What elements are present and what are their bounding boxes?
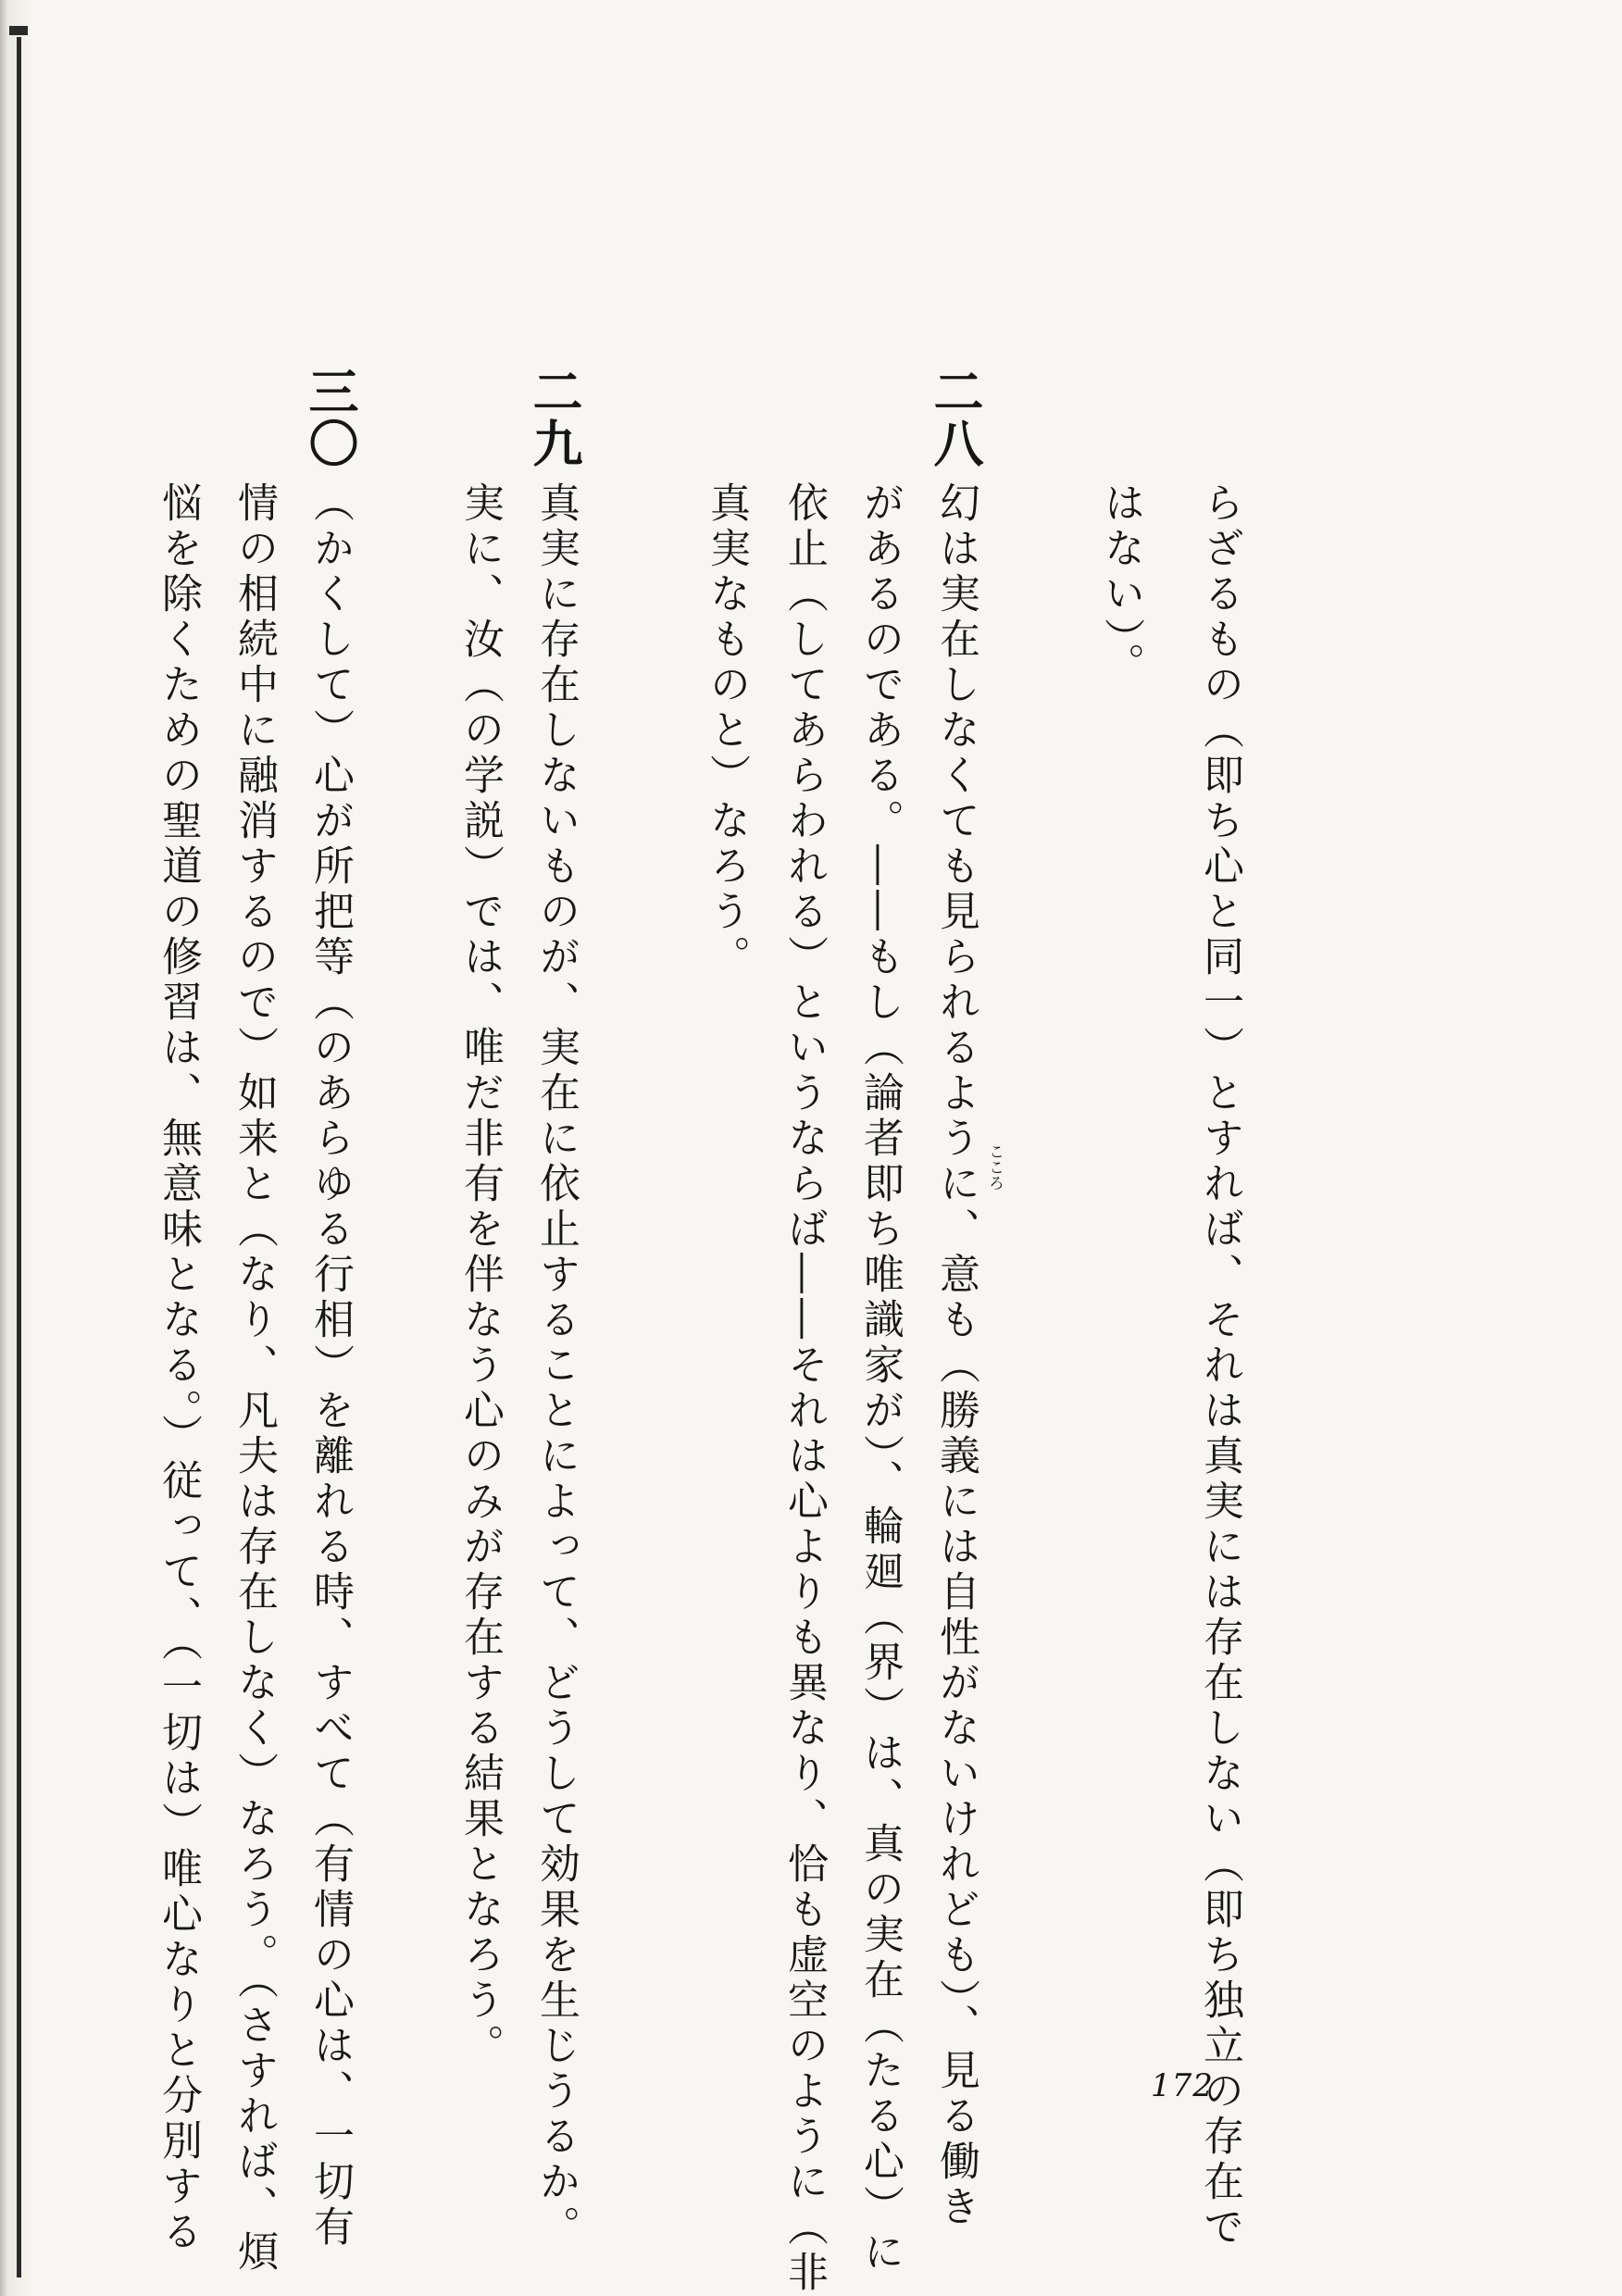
ruby-annotation: こころ: [985, 1143, 1004, 1191]
binding-line: [17, 37, 21, 2277]
text-column-9: （かくして）心が所把等（のあらゆる行相）を離れる時、すべて（有情の心は、一切有: [306, 481, 354, 2251]
verse-number-29: 二九: [525, 366, 584, 469]
page-binding-edge: [0, 0, 31, 2296]
text-column-11: 悩を除くための聖道の修習は、無意味となる。）従って、（一切は）唯心なりと分別する: [155, 481, 202, 2255]
text-column-8: 実に、汝（の学説）では、唯だ非有を伴なう心のみが存在する結果となろう。: [456, 481, 504, 2069]
text-column-4: があるのである。――もし（論者即ち唯識家が）、輪廻（界）は、真の実在（たる心）に: [856, 481, 904, 2276]
text-column-1: らざるもの（即ち心と同一）とすれば、それは真実には存在しない（即ち独立の存在で: [1196, 481, 1243, 2251]
binding-mark: [9, 26, 28, 35]
page-number: 172: [1151, 2067, 1214, 2104]
verse-number-28: 二八: [926, 366, 985, 469]
text-column-6: 真実なものと）なろう。: [703, 481, 750, 980]
text-column-3: 幻は実在しなくても見られるように、意も（勝義には自性がないけれども）、見る働き: [932, 481, 979, 2230]
text-column-7: 真実に存在しないものが、実在に依止することによって、どうして効果を生じうるか。: [532, 481, 580, 2251]
text-column-5: 依止（してあらわれる）というならば――それは心よりも異なり、恰も虚空のように（非: [780, 481, 828, 2296]
text-column-10: 情の相続中に融消するので）如来と（なり、凡夫は存在しなく）なろう。（さすれば、煩: [231, 481, 278, 2276]
verse-number-30: 三〇: [301, 366, 360, 469]
text-column-2: はない）。: [1097, 481, 1144, 688]
